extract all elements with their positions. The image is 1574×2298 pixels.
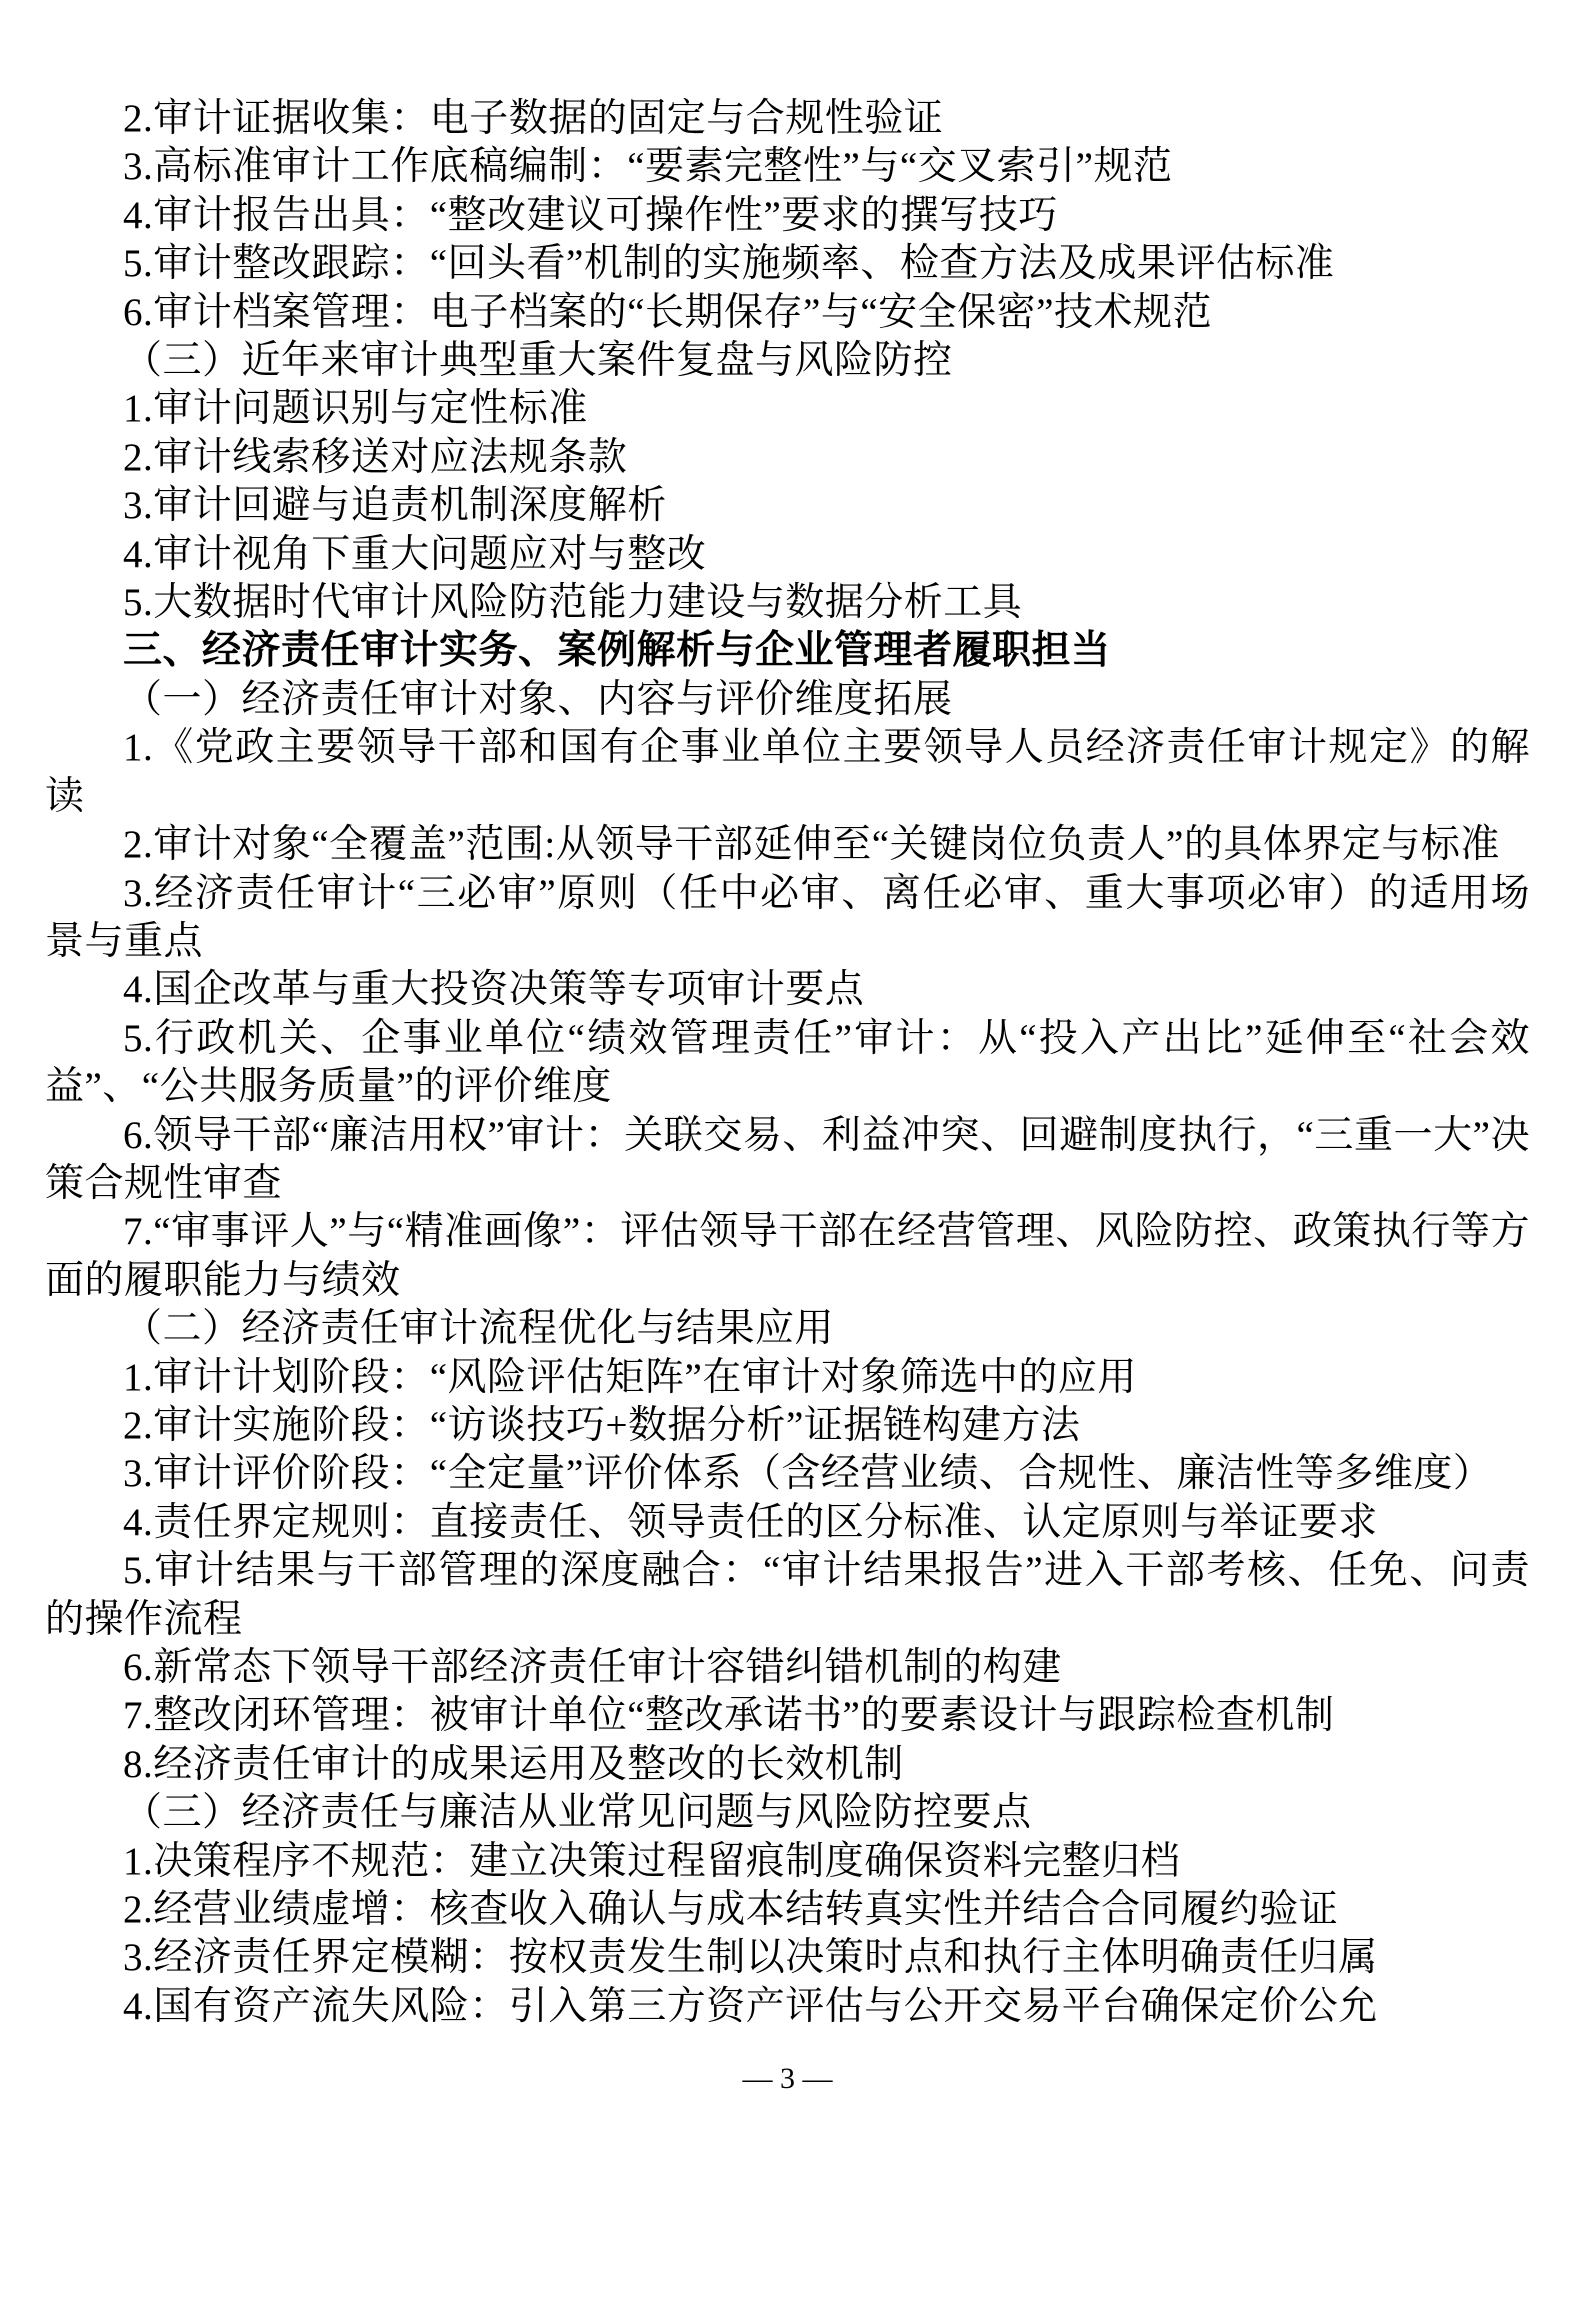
paragraph: 3.高标准审计工作底稿编制：“要素完整性”与“交叉索引”规范 bbox=[123, 145, 1173, 189]
paragraph: （三）经济责任与廉洁从业常见问题与风险防控要点 bbox=[123, 1791, 1032, 1835]
paragraph: 1.《党政主要领导干部和国有企事业单位主要领导人员经济责任审计规定》的解读 bbox=[45, 726, 1530, 818]
paragraph: 4.责任界定规则：直接责任、领导责任的区分标准、认定原则与举证要求 bbox=[123, 1500, 1378, 1544]
section-heading: 三、经济责任审计实务、案例解析与企业管理者履职担当 bbox=[123, 629, 1111, 673]
document-body bbox=[45, 95, 1530, 2031]
paragraph: 2.审计线索移送对应法规条款 bbox=[123, 435, 628, 479]
paragraph: 1.审计问题识别与定性标准 bbox=[123, 387, 588, 431]
paragraph: 8.经济责任审计的成果运用及整改的长效机制 bbox=[123, 1742, 904, 1786]
paragraph: 5.大数据时代审计风险防范能力建设与数据分析工具 bbox=[123, 581, 1023, 625]
paragraph: 3.审计回避与追责机制深度解析 bbox=[123, 484, 667, 528]
paragraph: 1.决策程序不规范：建立决策过程留痕制度确保资料完整归档 bbox=[123, 1839, 1181, 1883]
paragraph: 4.国有资产流失风险：引入第三方资产评估与公开交易平台确保定价公允 bbox=[123, 1984, 1378, 2028]
paragraph: （二）经济责任审计流程优化与结果应用 bbox=[123, 1307, 835, 1351]
paragraph: 7.“审事评人”与“精准画像”：评估领导干部在经营管理、风险防控、政策执行等方面的履职能力与绩效 bbox=[45, 1210, 1530, 1302]
paragraph: 4.审计视角下重大问题应对与整改 bbox=[123, 532, 707, 576]
paragraph: 2.审计实施阶段：“访谈技巧+数据分析”证据链构建方法 bbox=[123, 1403, 1081, 1447]
page-number: — 3 — bbox=[742, 2062, 833, 2096]
paragraph: （三）近年来审计典型重大案件复盘与风险防控 bbox=[123, 339, 953, 383]
paragraph: 5.行政机关、企事业单位“绩效管理责任”审计：从“投入产出比”延伸至“社会效益”、“公共服务质量”的评价维度 bbox=[45, 1016, 1530, 1109]
paragraph: 6.领导干部“廉洁用权”审计：关联交易、利益冲突、回避制度执行，“三重一大”决策合规性审查 bbox=[45, 1113, 1530, 1205]
paragraph: 5.审计结果与干部管理的深度融合：“审计结果报告”进入干部考核、任免、问责的操作流程 bbox=[45, 1549, 1530, 1641]
paragraph: 4.审计报告出具：“整改建议可操作性”要求的撰写技巧 bbox=[123, 193, 1058, 237]
paragraph: 2.审计证据收集：电子数据的固定与合规性验证 bbox=[123, 97, 944, 140]
paragraph: 3.审计评价阶段：“全定量”评价体系（含经营业绩、合规性、廉洁性等多维度） bbox=[123, 1452, 1493, 1496]
paragraph: 7.整改闭环管理：被审计单位“整改承诺书”的要素设计与跟踪检查机制 bbox=[123, 1694, 1335, 1738]
paragraph: 3.经济责任界定模糊：按权责发生制以决策时点和执行主体明确责任归属 bbox=[123, 1936, 1378, 1980]
paragraph: 2.经营业绩虚增：核查收入确认与成本结转真实性并结合合同履约验证 bbox=[123, 1888, 1339, 1932]
paragraph: （一）经济责任审计对象、内容与评价维度拓展 bbox=[123, 677, 953, 721]
paragraph: 2.审计对象“全覆盖”范围:从领导干部延伸至“关键岗位负责人”的具体界定与标准 bbox=[123, 823, 1500, 867]
paragraph: 1.审计计划阶段：“风险评估矩阵”在审计对象筛选中的应用 bbox=[123, 1355, 1137, 1399]
paragraph: 3.经济责任审计“三必审”原则（任中必审、离任必审、重大事项必审）的适用场景与重点 bbox=[45, 871, 1530, 963]
paragraph: 5.审计整改跟踪：“回头看”机制的实施频率、检查方法及成果评估标准 bbox=[123, 242, 1335, 286]
paragraph: 4.国企改革与重大投资决策等专项审计要点 bbox=[123, 968, 865, 1012]
paragraph: 6.审计档案管理：电子档案的“长期保存”与“安全保密”技术规范 bbox=[123, 290, 1212, 334]
paragraph: 6.新常态下领导干部经济责任审计容错纠错机制的构建 bbox=[123, 1646, 1062, 1689]
